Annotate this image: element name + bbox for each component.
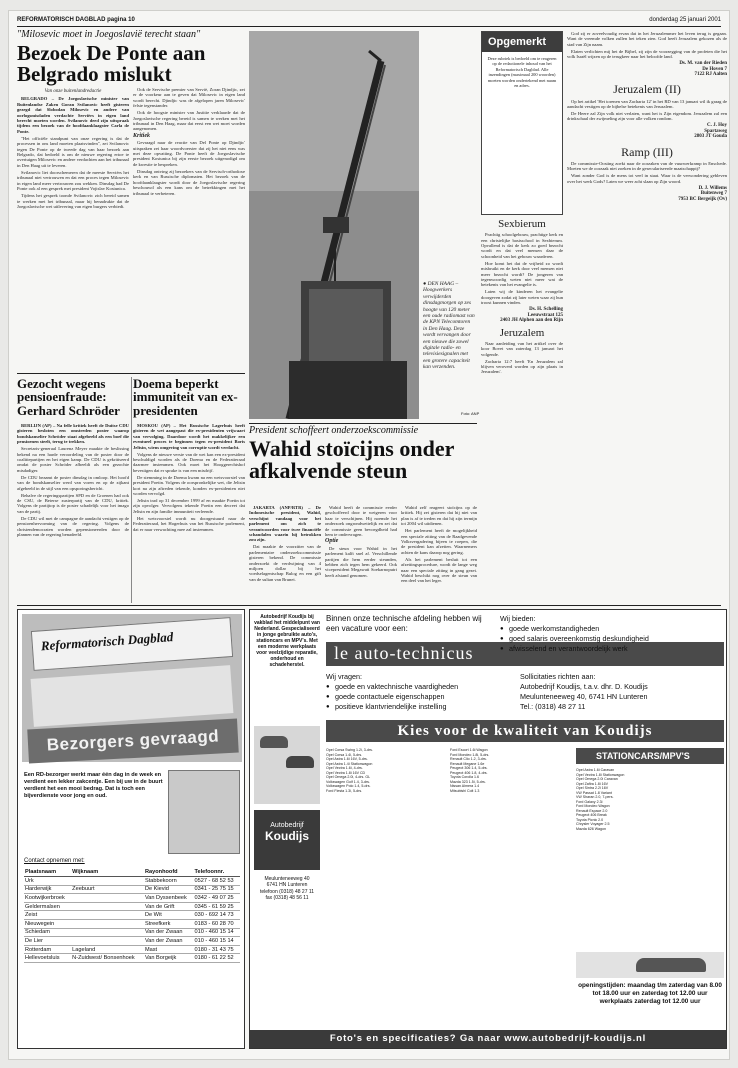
ads-rule (17, 605, 721, 606)
table-cell: 0341 - 25 75 15 (193, 885, 240, 894)
table-cell: 0342 - 49 07 25 (193, 894, 240, 903)
opgemerkt-title: Opgemerkt (482, 32, 562, 52)
table-cell: 0180 - 31 43 75 (193, 945, 240, 954)
table-cell (71, 911, 144, 920)
apply-phone: Tel.: (0318) 48 27 11 (520, 702, 586, 711)
article-wahid (249, 425, 477, 483)
list-item: Opel Vectra 1.8i Stationwagon (576, 772, 625, 777)
paragraph: Ook de hoogste minister van Justitie verklaarde dat de Joegoslavische regering bereid is samen te werken met het tribunaal in Den Haag, maar dat eerst een wet moet worden aangenomen. (133, 110, 245, 132)
article-wahid-col1 (249, 505, 321, 601)
article-doema-body (133, 423, 245, 601)
paragraph: De commissie-Oosting zoekt naar de oorzaken van de vuurwerkramp in Enschede. Moeten we de oorzaak niet zoeken in de geseculariseerde maatschappij? (567, 160, 727, 172)
paragraph: Zacharia 12:7 heeft 'En Jeruzalem zal blijven veroverd worden op zijn plaats in Jeruzalem'. (481, 358, 563, 375)
paragraph: God zij er zoveelvoudig ervan dat in het Jeruzalemmer het leven terug is gegaan. Want de vreemde volken zullen het teken zien. God heeft Jeruzalem gekozen als de stad van Zijn naam. (567, 31, 727, 47)
table-cell: 0527 - 68 52 53 (193, 877, 240, 886)
table-cell (71, 902, 144, 911)
table-row (24, 885, 240, 894)
list-item: Ford Fiesta 1.3i, 5-drs. (326, 788, 363, 793)
dealer-table-body (24, 877, 240, 963)
ad-car-images (254, 726, 320, 804)
table-row (24, 877, 240, 886)
table-cell: Rotterdam (24, 945, 71, 954)
letter-title: Jeruzalem (II) (613, 82, 681, 97)
list-item: Opel Zafira 1.8i 16V (576, 781, 608, 786)
list-item: Opel Sintra 2.2i 16V (576, 786, 609, 790)
table-cell: 010 - 460 15 14 (193, 937, 240, 946)
ad-slogan-banner (326, 720, 724, 742)
ad-dealer-table (24, 868, 240, 963)
photo-caption: ● DEN HAAG – Hoogwerkers verwijderden dinsdagmorgen op zes hoogte van 120 meter een oude radiomast van de KPN Telecomtoren in Den Haag. Deze wordt vervangen door een nieuwe die zowel digitale radio- en televisiesignalen met een grotere capaciteit kan verzenden. (423, 281, 475, 371)
apply-address: Autobedrijf Koudijs, t.a.v. dhr. D. Koudijs (520, 682, 648, 691)
logo-line1: Autobedrijf (270, 822, 304, 829)
ad-apply (520, 672, 724, 712)
list-item: ● goed salaris overeenkomstig deskundigheid (500, 634, 722, 644)
table-cell: N-Zuidwest/ Bonsenhoek (71, 954, 144, 963)
article-gezocht-body (17, 423, 129, 601)
list-item: Renault Megane 1.6e (450, 761, 485, 766)
koudijs-logo (254, 810, 320, 870)
article-kicker: "Milosevic moet in Joegoslavië terecht staan" (17, 29, 201, 40)
table-cell: 0183 - 60 28 70 (193, 919, 240, 928)
table-cell (71, 894, 144, 903)
letter-address: De Hoven 7 (702, 66, 727, 72)
table-row (24, 911, 240, 920)
table-cell (71, 877, 144, 886)
lead-paragraph: BERLIJN (AP) – Na felle kritiek heeft de Duitse CDU gisteren besloten een omstreden poster waarop bondskanselier Schröder staat afgebeeld als een boef die pensioenen steelt, terug te trekken. (17, 423, 129, 445)
list-item: Ford Mondeo Wagon (576, 804, 610, 808)
paragraph: Naar aanleiding van het artikel over de koor Bovet van zaterdag 13 januari het volgende. (481, 340, 563, 357)
list-item: Peugeot 406 1.8, 4-drs. (450, 770, 488, 775)
paragraph: De CDU beaamt de poster dinsdag in omloop. Het hoofd van de bondskanselier werd van voren en op de zijkant afgebeeld in de stijl van een opsporingsbericht. (17, 474, 129, 491)
paragraph: Laten wij de kinderen het evangelie doorgeven zodat zij later weten waar zij hun troost kunnen vinden. (481, 289, 563, 306)
table-cell: Van der Zwaan (144, 937, 194, 946)
table-row (24, 919, 240, 928)
table-cell: Geldermalsen (24, 902, 71, 911)
table-cell: Van der Zwaan (144, 928, 194, 937)
table-row (24, 902, 240, 911)
article-gezocht (17, 377, 129, 417)
table-row (24, 954, 240, 963)
list-item: Ford Galaxy 2.3i (576, 799, 603, 804)
ad-offers (500, 614, 722, 654)
dealer-table (24, 868, 240, 963)
paragraph: Als het parlement besluit tot een afzettingsprocedure, wordt de lange weg naar een speciale zitting in gang gezet. Wahid beschikt nog over de steun van een deel van het leger. (401, 556, 477, 584)
paragraph: Het wetsvoorstel wordt nu doorgestuurd naar de Federatieraad, het Hogerhuis van het Russische parlement, dat er naar verwachting mee zal instemmen. (133, 515, 245, 532)
article-headline: Doema beperkt immuniteit van ex-presidenten (133, 376, 238, 418)
article-wahid-col2 (325, 505, 397, 601)
address-line: telefoon (0318) 48 27 11 (259, 888, 315, 895)
masthead-rule (17, 26, 721, 27)
station-listing (576, 768, 724, 968)
car-icon (636, 958, 706, 972)
list-item: ● goede werkomstandigheden (500, 624, 722, 634)
photo-credit: Foto: ANP (461, 411, 480, 416)
offers-label: Wij bieden: (500, 614, 536, 623)
lead-paragraph: BELGRADO – De Joegoslavische minister van Buitenlandse Zaken Goran Svilanovic heeft gisteren gezegd dat Slobodan Milosevic en andere van oorlogsmisdaden verdachte Serviërs in eigen land berecht moeten worden. Svilanovic deed zijn uitspraak tijdens een bezoek van de hoofdaanklaagster Carla de Ponte. (17, 96, 129, 134)
list-item: Peugeot 306 1.4, 5-drs. (450, 766, 488, 770)
tower-crane-illustration (249, 31, 419, 419)
table-cell: De Lier (24, 937, 71, 946)
letter-address: Buitenweg 7 (700, 191, 727, 197)
ad-contact-label: Contact opnemen met: (24, 858, 85, 864)
ad-bezorgers (17, 609, 245, 1049)
ad-newspaper-image (22, 614, 242, 762)
letters-col2 (567, 31, 727, 601)
apply-label: Sollicitaties richten aan: (520, 672, 596, 681)
logo-line2: Koudijs (265, 829, 309, 843)
paragraph: Hoe komt het dat de vrijheid zo wordt misbruikt en de kerk door veel mensen niet meer bezocht wordt? De jongeren van tegenwoordig weten niet meer wat de betekenis van het evangelie is. (481, 260, 563, 288)
table-cell: Urk (24, 877, 71, 886)
paragraph: De stemming in de Doema kwam na een wetsvoorstel van president Poetin. Volgens de oorspronkelijke wet, die Jeltsin kort na zijn aftreden tekende, konden ex-presidenten niet worden vervolgd. (133, 474, 245, 497)
ad-side-intro: Autobedrijf Koudijs bij vakblad het middelpunt van Nederland. Gespecialiseerd in jonge gebruikte auto's, stationcars en MPV's. Met een moderne werkplaats voor veelzijdige reparatie, onderhoud en schadeherstel. (254, 614, 320, 668)
car-listing-col1 (326, 748, 446, 1022)
paragraph: Ook de Servische premier van Servië, Zoran Djindjic, zei er de voorkeur aan te geven dat Milosevic in eigen land wordt berecht. Djindjic was de afgelopen jaren Milosevic' felste tegenstander. (133, 87, 245, 109)
table-cell: Schiedam (24, 928, 71, 937)
list-item: Nissan Almera 1.4 (450, 784, 480, 788)
letter-address: Spartaweg (704, 128, 727, 134)
col-header: Rayonhoofd (144, 868, 194, 877)
list-item: VW Passat 1.8 Variant (576, 790, 612, 795)
table-cell (71, 937, 144, 946)
table-cell: Hellevoetsluis (24, 954, 71, 963)
table-row (24, 937, 240, 946)
stationcars-title: STATIONCARS/MPV'S (596, 751, 690, 761)
list-item: Renault Clio 1.2, 3-drs. (450, 757, 487, 761)
apply-address: Meulunteneeweg 40, 6741 HN Lunteren (520, 692, 648, 701)
paragraph: "Het officiële standpunt van onze regering is dat de processen in ons land moeten plaatsvinden", zei Svilanovic tegen De Ponte op de tweede dag van haar bezoek aan Belgrado, dat bedoeld is om de nieuwe regering ertoe te overtuigen Milosevic en andere verdachten aan het tribunaal in Den Haag uit te leveren. (17, 135, 129, 168)
letter-city: 7953 BC Bergeijk (Ov) (678, 196, 727, 202)
article-headline: Wahid stoïcijns onder afkalvende steun (249, 436, 454, 484)
table-cell: Lageland (71, 945, 144, 954)
ad-footer-link[interactable]: Foto's en specificaties? Ga naar www.autobedrijf-koudijs.nl (329, 1033, 647, 1044)
article-bezoek (17, 29, 245, 86)
ad-requirements (326, 672, 496, 712)
paragraph: Op het artikel 'Het torenen van Zacharia 12' in het RD van 13 januari wil ik graag de aandacht vestigen op de bijbelse betekenis van Jeruzalem. (567, 98, 727, 110)
list-item: Mazda 626 Wagon (576, 826, 607, 831)
list-item: ● positieve klantvriendelijke instelling (326, 702, 496, 712)
photo-radio-tower (249, 31, 419, 419)
opgemerkt-intro: Deze rubriek is bedoeld om te reageren op de redactionele inhoud van het Reformatorisch Dagblad. Alle inzendingen (maximaal 200 woorden) moeten worden ondertekend met naam en adres. (487, 56, 557, 89)
list-item: Opel Vectra 1.8i 16V CD (326, 770, 366, 775)
offers-list (500, 624, 722, 654)
section-rule (249, 423, 477, 424)
col-header: Plaatsnaam (24, 868, 71, 877)
paragraph: Secretaris-generaal Laurenz Meyer maakte de beslissing bekend na een harde veroordeling van de poster door de coalitiepartijen en het eigen kamp. De CDU is gekritiseerd omdat de poster Schröder afbeeldt als een gezochte misdadiger. (17, 446, 129, 473)
ad-body: Een RD-bezorger werkt maar één dag in de week en verdient een lekker zakcentje. Een bij uw in de buurt verdient het een mooi bedrag. Dat is toch een bijverdienste voor jong en oud. (24, 772, 163, 799)
letter-signature: D. J. Willems (698, 185, 727, 191)
list-item: Mitsubishi Colt 1.3 (450, 788, 480, 793)
ad-banner: Bezorgers gevraagd (27, 719, 238, 764)
paragraph: Want zonder God is de mens tot veel in staat. Waar is de verwondering gebleven over het werk Gods? Laten we weer acht slaan op Zijn woord. (567, 173, 727, 184)
paragraph: Dat maakte de voorzitter van de parlementaire onderzoekscommissie gisteren bekend. De commissie onderzoekt de verdwijning van 4 miljoen dollar bij het voedselagentschap Bulog en een gift van de sultan van Brunei. (249, 544, 321, 582)
table-row (24, 894, 240, 903)
table-cell: Van Dyssenbeek (144, 894, 194, 903)
table-header-row (24, 868, 240, 877)
list-item: Volkswagen Golf 1.4, 3-drs. (326, 779, 370, 784)
letter-title: Ramp (III) (621, 144, 673, 159)
letter-signature: C. J. Hoy (707, 123, 727, 129)
letter-signature: Ds. M. van der Rieden (679, 61, 727, 67)
letter-city: 2403 JH Alphen aan den Rijn (500, 318, 563, 324)
paragraph: De CDU wil met de campagne de aandacht vestigen op de pensioenhervorming van de regering. Volgens de christendemocraten worden gepensioneerden door de plannen van de regering benadeeld. (17, 515, 129, 538)
list-item: ● afwisselend en verantwoordelijk werk (500, 644, 722, 654)
table-cell: Van Borgeijk (144, 954, 194, 963)
stationcar-image (576, 952, 724, 978)
list-item: VW Sharan 2.0, 7-pers. (576, 795, 614, 799)
paragraph: Svilanovic liet doorschemeren dat de meeste Serviërs het tribunaal niet vertrouwen en dat een proces tegen Milosevic in eigen land meer vertrouwen zou wekken. Dinsdag had De Ponte ook al een gesprek met president Vojislav Kostunica. (17, 169, 129, 192)
list-item: Mazda 323 1.5i, 5-drs. (450, 779, 486, 784)
letter-city: 7122 RJ Aalten (694, 72, 727, 78)
lead-paragraph: MOSKOU (AP) – Het Russische Lagerhuis heeft gisteren de wet aangepast die ex-presidenten vrijwaart van vervolging. Daardoor wordt het makkelijker een eventueel proces te beginnen tegen ex-president Boris Jeltsin, wiens omgeving van corruptie wordt verdacht. (133, 423, 245, 450)
ad-tagline: Binnen onze technische afdeling hebben wij een vacature voor een: (326, 614, 482, 633)
list-item: Ford Mondeo 1.8i, 5-drs. (450, 752, 490, 757)
list-item: Opel Corsa Swing 1.2i, 3-drs. (326, 748, 373, 752)
article-kicker: President schoffeert onderzoekscommissie (249, 425, 419, 436)
ad-footer-banner (250, 1030, 726, 1048)
letter-city: 2803 JT Gouda (694, 134, 727, 140)
address-line: fax (0318) 48 56 11 (265, 895, 309, 902)
paragraph: Gevraagd naar de reactie van Del Ponte op Djindjic' uitspraken zei haar woordvoerster dat zij het niet eens was met deze opvatting. De Ponte heeft de Joegoslavische president Kostunica bij zijn eerste bezoek uitgenodigd om de kwestie te bespreken. (133, 140, 245, 167)
table-cell: 010 - 460 15 14 (193, 928, 240, 937)
article-bezoek-col2 (133, 87, 245, 367)
opening-hours-text: openingstijden: maandag t/m zaterdag van 8.00 tot 18.00 uur en zaterdag tot 12.00 uur (578, 982, 722, 997)
section-rule (17, 373, 245, 374)
list-item: Volkswagen Polo 1.4, 5-drs. (326, 784, 371, 788)
list-item: Opel Corsa 1.4i, 5-drs. (326, 752, 363, 757)
byline: Van onze buitenlandredactie (44, 89, 102, 94)
ad-newspaper-photos (31, 665, 234, 727)
requirements-list (326, 682, 496, 712)
car-icon (260, 736, 288, 748)
subhead: Kritiek (133, 132, 151, 139)
stationcars-banner (576, 748, 724, 764)
table-cell (71, 928, 144, 937)
paragraph: Behalve de regeringspartijen SPD en de Groenen had ook de CSU, de Beierse zusterpartij van de CDU, kritiek. Volgens de partijtop is de poster schadelijk voor het imago van de partij. (17, 492, 129, 514)
ad-koudijs (249, 609, 727, 1049)
list-item: ● goede en vaktechnische vaardigheden (326, 682, 496, 692)
list-item: Opel Astra 1.6i 16V, 5-drs. (326, 757, 368, 761)
workshop-hours-text: werkplaats zaterdag tot 12.00 uur (599, 998, 701, 1005)
paragraph: De steun voor Wahid in het parlement kalft snel af. Verschillende partijen die hem eerder steunden, hebben zich tegen hem gekeerd. Ook vicepresident Megawati Soekarnoputri heeft afstand genomen. (325, 545, 397, 578)
newspaper-page (8, 10, 730, 1060)
ad-paper-stack-image (168, 770, 240, 854)
letter-title: Sexbierum (498, 219, 546, 230)
ad-newspaper-title: Reformatorisch Dagblad (40, 629, 174, 654)
list-item: Opel Astra 1.4i Stationwagon (326, 761, 373, 766)
ad-job-title: le auto-technicus (334, 643, 474, 663)
lead-paragraph: JAKARTA (ANP/RTR) – De Indonesische president, Wahid, verschijnt vandaag voor het parlement om zich te verantwoorden voor twee financiële schandalen waarin hij betrokken zou zijn. (249, 505, 321, 543)
article-headline: Bezoek De Ponte aan Belgrado mislukt (17, 41, 206, 87)
table-cell: Kootwijkerbroek (24, 894, 71, 903)
paragraph: Wahid zelf reageert stoïcijns op de kritiek. Hij zei gisteren dat hij niet van plan is af te treden en dat hij zijn termijn tot 2004 wil uitdienen. (401, 505, 477, 527)
paragraph: Dinsdag ontving zij bezoekers van de Servisch-orthodoxe kerk en van Russische diplomaten. Het bezoek van de hoofdaanklaagster wordt door de Joegoslavische regering beschouwd als een kans om de betrekkingen met het tribunaal te verbeteren. (133, 168, 245, 196)
table-row (24, 945, 240, 954)
list-item: Renault Espace 2.0 (576, 808, 608, 813)
car-listing-col2 (450, 748, 570, 1022)
list-item: ● goede contactuele eigenschappen (326, 692, 496, 702)
article-headline: Gezocht wegens pensioenfraude: Gerhard Schröder (17, 376, 120, 418)
table-cell: Streefkerk (144, 919, 194, 928)
masthead-left: REFORMATORISCH DAGBLAD pagina 10 (17, 17, 135, 23)
article-wahid-col3 (401, 505, 477, 601)
table-cell: Stabbekoorn (144, 877, 194, 886)
list-item: Peugeot 406 Break (576, 813, 607, 817)
car-icon (286, 756, 314, 768)
paragraph: Tijdens het gesprek toonde Svilanovic zich bereid samen te werken met het tribunaal, maar hij benadrukte dat de Joegoslavische wet uitlevering van eigen burgers verbiedt. (17, 193, 129, 209)
table-cell: De Wit (144, 911, 194, 920)
article-doema (133, 377, 245, 417)
paragraph: Elaten verlichten mij het de Bijbel, zij zijn de voorzegging van de profeten die het volk Israël wijzen op de terugkeer naar het beloofde land. (567, 48, 727, 60)
letter-address: Leeuwstraat 125 (527, 312, 563, 318)
table-cell: Van de Grift (144, 902, 194, 911)
paragraph: Wahid heeft de commissie eerder geschoffeerd door te weigeren voor haar te verschijnen. Hij noemde het onderzoek ongrondwettelijk en zei dat de commissie geen bevoegdheid had hem te ondervragen. (325, 505, 397, 538)
letter-signature: Ds. H. Schelling (529, 307, 563, 313)
list-item: Opel Vectra 1.6i, 4-drs. (326, 766, 363, 770)
ad-masthead-strip (31, 617, 233, 671)
list-item: Chrysler Voyager 2.5 (576, 822, 610, 826)
letters-col1 (481, 219, 563, 601)
list-item: Toyota Picnic 2.0 (576, 817, 604, 822)
list-item: Opel Omega 2.0i Caravan (576, 777, 618, 781)
address-line: 6741 HN Lunteren (266, 882, 308, 889)
paragraph: Volgens de nieuwe versie van de wet kan een ex-president beschuldigd worden als de Doema en de Federatieraad daarmee instemmen. Ook moet het Hooggerechtshof bevestigen dat er sprake is van een misdrijf. (133, 451, 245, 473)
masthead-date: donderdag 25 januari 2001 (649, 17, 721, 23)
table-cell: Mast (144, 945, 194, 954)
letter-title: Jeruzalem (499, 326, 545, 339)
address-line: Meulunteneeweg 40 (264, 876, 310, 882)
table-cell: De Kievid (144, 885, 194, 894)
list-item: Ford Escort 1.6i Wagon (450, 748, 488, 752)
table-row (24, 928, 240, 937)
opgemerkt-box (481, 31, 563, 215)
list-item: Opel Omega 2.0i, 4-drs. GL (326, 775, 371, 779)
list-item: Opel Astra 1.6i Caravan (576, 768, 615, 772)
paragraph: De Heere zal Zijn volk niet verlaten, want het is Zijn eigendom. Jeruzalem zal een drinkschaal der zwijmeling zijn voor alle volken rondom. (567, 111, 727, 122)
requirements-label: Wij vragen: (326, 672, 362, 681)
opening-hours (576, 982, 724, 1006)
list-item: Toyota Corolla 1.6 (450, 775, 479, 779)
ad-slogan: Kies voor de kwaliteit van Koudijs (397, 723, 653, 739)
subhead: Optie (325, 538, 339, 545)
table-cell: 030 - 692 14 73 (193, 911, 240, 920)
table-cell: 0345 - 61 59 25 (193, 902, 240, 911)
ad-address (254, 876, 320, 902)
paragraph: Prachtig schoolgebouw, prachtige kerk en een christelijke basisschool in Sexbierum. Opvallend is dat de kerk zo goed bezocht wordt en dat veel mensen daar de schoonheid van het gebouw waarderen. (481, 232, 563, 259)
table-cell: Zeebuurt (71, 885, 144, 894)
table-cell: Zeist (24, 911, 71, 920)
column-divider (131, 377, 132, 603)
paragraph: Jeltsin trad op 31 december 1999 af en maakte Poetin tot zijn opvolger. Vervolgens tekende Poetin een decreet dat Jeltsin en zijn familie immuniteit verleende. (133, 498, 245, 514)
table-cell: Nieuwegein (24, 919, 71, 928)
table-cell: Harderwijk (24, 885, 71, 894)
table-cell: 0180 - 61 22 52 (193, 954, 240, 963)
article-bezoek-col1 (17, 87, 129, 367)
col-header: Telefoonnr. (193, 868, 240, 877)
table-cell (71, 919, 144, 928)
paragraph: Het parlement heeft de mogelijkheid een speciale zitting van de Raadgevende Volksvergadering bijeen te roepen, die de president kan afzetten. Waarnemers achten de kans daarop nog gering. (401, 528, 477, 555)
col-header: Wijknaam (71, 868, 144, 877)
